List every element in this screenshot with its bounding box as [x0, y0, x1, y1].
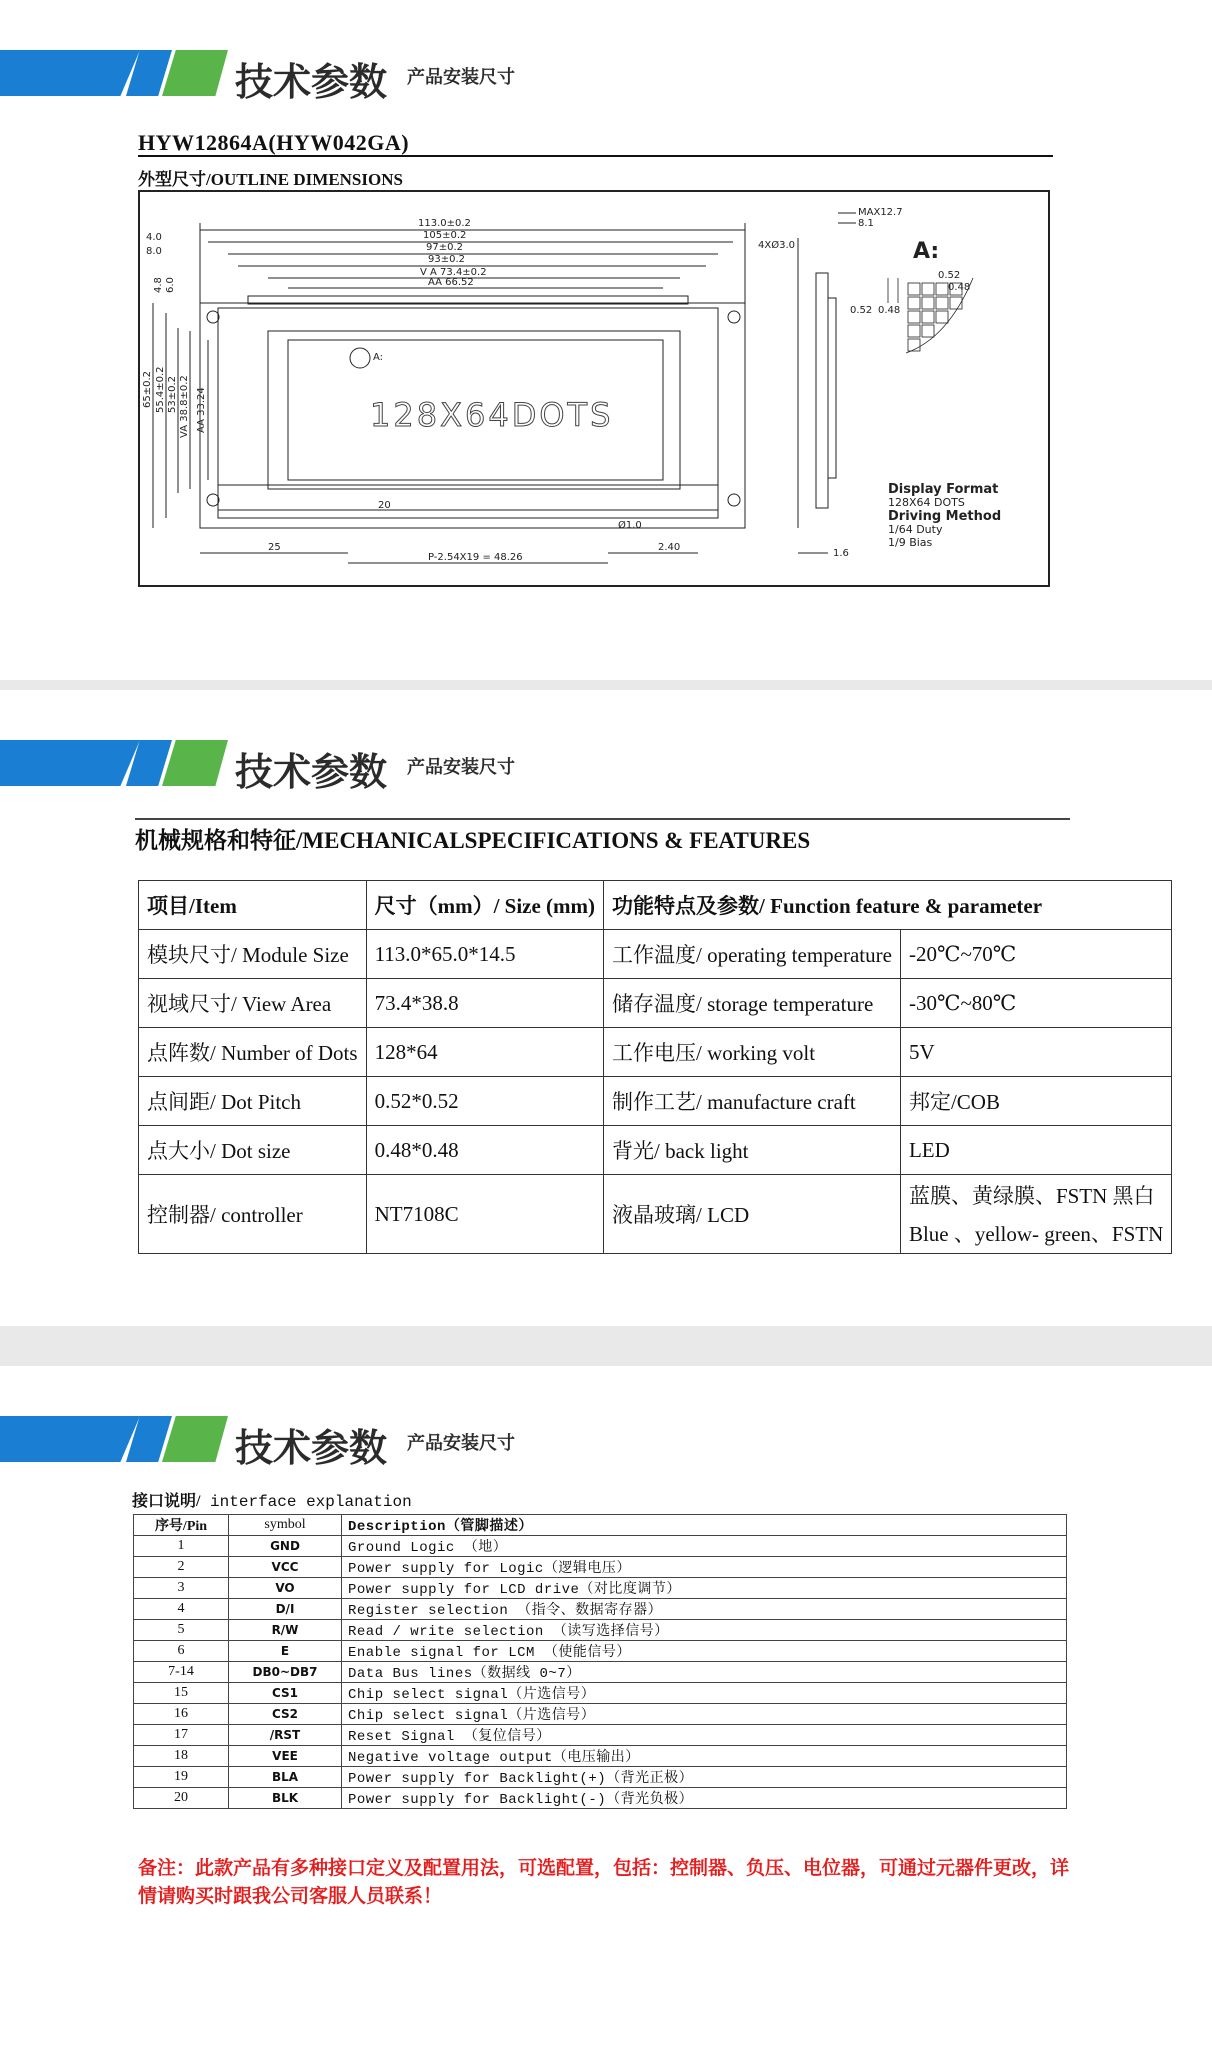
header-stripe	[0, 1416, 140, 1462]
pin-symbol: VCC	[229, 1557, 342, 1578]
table-row	[134, 1599, 1067, 1620]
table-cell: 0.52*0.52	[366, 1077, 603, 1126]
pin-description: Negative voltage output（电压输出）	[342, 1746, 1067, 1767]
table-row	[134, 1746, 1067, 1767]
pin-symbol: BLK	[229, 1788, 342, 1809]
dim-label: P-2.54X19 = 48.26	[428, 552, 523, 563]
spec-table	[138, 880, 1172, 1254]
pin-number: 1	[134, 1536, 229, 1557]
section-header	[0, 50, 620, 104]
table-row	[134, 1536, 1067, 1557]
dim-label: 105±0.2	[423, 230, 467, 241]
dim-label: 6.0	[165, 277, 176, 293]
pin-number: 5	[134, 1620, 229, 1641]
pin-number: 7-14	[134, 1662, 229, 1683]
dim-label: 0.52	[850, 305, 873, 316]
dim-label: 93±0.2	[428, 254, 466, 265]
pin-header	[393, 510, 608, 518]
table-cell: 点大小/ Dot size	[139, 1126, 367, 1175]
remark-note: 备注：此款产品有多种接口定义及配置用法，可选配置，包括：控制器、负压、电位器，可通过元器件更改，详情请购买时跟我公司客服人员联系！	[138, 1857, 1070, 1907]
table-cell: NT7108C	[366, 1175, 603, 1254]
mount-hole	[207, 494, 219, 506]
table-header: 尺寸（mm）/ Size (mm)	[366, 881, 603, 930]
pin-number: 16	[134, 1704, 229, 1725]
table-cell: 128*64	[366, 1028, 603, 1077]
pin-description: Chip select signal（片选信号）	[342, 1704, 1067, 1725]
table-cell: 制作工艺/ manufacture craft	[604, 1077, 901, 1126]
mechanical-panel	[0, 690, 1212, 1326]
table-cell: 点间距/ Dot Pitch	[139, 1077, 367, 1126]
pin-description: Data Bus lines（数据线 0~7）	[342, 1662, 1067, 1683]
section-subtitle: 产品安装尺寸	[407, 1433, 515, 1454]
dim-label: 8.1	[858, 218, 874, 229]
pin-symbol: BLA	[229, 1767, 342, 1788]
dim-label: 2.40	[658, 542, 681, 553]
table-cell: LED	[900, 1126, 1171, 1175]
pin-description: Enable signal for LCM （使能信号）	[342, 1641, 1067, 1662]
table-cell: 5V	[900, 1028, 1171, 1077]
interface-title-en: interface explanation	[200, 1493, 412, 1511]
pin-number: 18	[134, 1746, 229, 1767]
dim-label: Ø1.0	[618, 520, 642, 531]
param-line: Blue 、yellow- green、FSTN	[908, 1222, 1164, 1246]
format-title: Display Format	[888, 482, 999, 497]
section-subtitle: 产品安装尺寸	[407, 757, 515, 778]
pin-symbol: R/W	[229, 1620, 342, 1641]
dim-label: 4.8	[153, 277, 164, 293]
pin-symbol: CS1	[229, 1683, 342, 1704]
dim-label: 0.48	[878, 305, 901, 316]
pin-symbol: DB0~DB7	[229, 1662, 342, 1683]
dim-label: VA 38.8±0.2	[179, 375, 190, 438]
dim-label: 113.0±0.2	[418, 218, 471, 229]
param-line: 蓝膜、黄绿膜、FSTN 黑白	[908, 1184, 1155, 1208]
duty: 1/64 Duty	[888, 523, 943, 536]
table-header: symbol	[229, 1515, 342, 1536]
pin-symbol: VEE	[229, 1746, 342, 1767]
pin-number: 19	[134, 1767, 229, 1788]
dim-label: V A 73.4±0.2	[420, 267, 487, 278]
table-cell: 储存温度/ storage temperature	[604, 979, 901, 1028]
bias: 1/9 Bias	[888, 536, 933, 549]
pin-number: 3	[134, 1578, 229, 1599]
pin-symbol: /RST	[229, 1725, 342, 1746]
pin-symbol: CS2	[229, 1704, 342, 1725]
table-row	[139, 1175, 1172, 1254]
outline-panel	[0, 0, 1212, 680]
interface-title	[132, 1488, 412, 1511]
model-number: HYW12864A(HYW042GA)	[138, 130, 410, 155]
pin-description: Read / write selection （读写选择信号）	[342, 1620, 1067, 1641]
table-row	[134, 1788, 1067, 1809]
pin-number: 20	[134, 1788, 229, 1809]
table-header: 功能特点及参数/ Function feature & parameter	[604, 881, 1172, 930]
dim-label: 65±0.2	[142, 370, 153, 408]
dim-label: AA 33.24	[196, 387, 207, 433]
pin-description: Power supply for Backlight(+)（背光正极）	[342, 1767, 1067, 1788]
pin-description: Chip select signal（片选信号）	[342, 1683, 1067, 1704]
table-row	[134, 1725, 1067, 1746]
pin-number: 4	[134, 1599, 229, 1620]
section-subtitle: 产品安装尺寸	[407, 67, 515, 88]
mount-hole	[207, 311, 219, 323]
pin-symbol: E	[229, 1641, 342, 1662]
table-header: 项目/Item	[139, 881, 367, 930]
table-cell: -20℃~70℃	[900, 930, 1171, 979]
pin-description: Reset Signal （复位信号）	[342, 1725, 1067, 1746]
section-header	[0, 1416, 620, 1470]
detail-label: A:	[913, 239, 940, 264]
table-row	[134, 1662, 1067, 1683]
table-row	[139, 1077, 1172, 1126]
pin-symbol: GND	[229, 1536, 342, 1557]
pin-number: 17	[134, 1725, 229, 1746]
table-row	[139, 979, 1172, 1028]
pin-symbol: VO	[229, 1578, 342, 1599]
dim-label: 20	[378, 500, 391, 511]
table-cell: 视域尺寸/ View Area	[139, 979, 367, 1028]
dim-label: AA 66.52	[428, 277, 474, 288]
table-row	[134, 1557, 1067, 1578]
table-row	[134, 1641, 1067, 1662]
dim-label: 4.0	[146, 232, 162, 243]
side-view	[816, 273, 828, 508]
dim-label: MAX12.7	[858, 207, 903, 218]
dim-label: 4XØ3.0	[758, 240, 795, 251]
divider	[135, 818, 1070, 820]
interface-panel	[0, 1366, 1212, 2049]
pin-description: Power supply for LCD drive（对比度调节）	[342, 1578, 1067, 1599]
pin-symbol: D/I	[229, 1599, 342, 1620]
table-header-row	[134, 1515, 1067, 1536]
section-title: 技术参数	[235, 1426, 388, 1470]
dim-label: A:	[373, 352, 384, 363]
section-title: 技术参数	[235, 60, 388, 104]
table-row	[134, 1578, 1067, 1599]
screen-text: 128X64DOTS	[370, 396, 614, 434]
dim-label: 97±0.2	[426, 242, 464, 253]
table-header-row	[139, 881, 1172, 930]
pin-table	[133, 1514, 1067, 1809]
pin-number: 6	[134, 1641, 229, 1662]
table-row	[134, 1704, 1067, 1725]
table-header: 序号/Pin	[134, 1515, 229, 1536]
table-row	[134, 1767, 1067, 1788]
divider	[138, 155, 1053, 157]
pin-number: 15	[134, 1683, 229, 1704]
driving-title: Driving Method	[888, 509, 1002, 524]
table-row	[139, 1126, 1172, 1175]
outline-drawing	[138, 188, 1053, 598]
table-header: Description（管脚描述）	[342, 1515, 1067, 1536]
dim-label: 0.52	[938, 270, 961, 281]
table-cell: 控制器/ controller	[139, 1175, 367, 1254]
table-cell: -30℃~80℃	[900, 979, 1171, 1028]
section-title: 技术参数	[235, 750, 388, 794]
interface-title-cn: 接口说明/	[132, 1493, 201, 1510]
pin-description: Power supply for Backlight(-)（背光负极）	[342, 1788, 1067, 1809]
dim-label: 8.0	[146, 246, 162, 257]
dim-label: 1.6	[833, 548, 849, 559]
table-cell: 邦定/COB	[900, 1077, 1171, 1126]
section-header	[0, 740, 620, 794]
mount-hole	[728, 494, 740, 506]
dim-label: 55.4±0.2	[155, 366, 166, 413]
format-value: 128X64 DOTS	[888, 496, 965, 509]
table-row	[139, 1028, 1172, 1077]
table-row	[139, 930, 1172, 979]
table-cell: 工作温度/ operating temperature	[604, 930, 901, 979]
table-cell	[900, 1175, 1171, 1254]
pin-number: 2	[134, 1557, 229, 1578]
dim-label: 53±0.2	[167, 375, 178, 413]
table-cell: 73.4*38.8	[366, 979, 603, 1028]
table-cell: 0.48*0.48	[366, 1126, 603, 1175]
table-cell: 点阵数/ Number of Dots	[139, 1028, 367, 1077]
header-stripe	[0, 740, 140, 786]
table-cell: 背光/ back light	[604, 1126, 901, 1175]
mount-hole	[728, 311, 740, 323]
table-row	[134, 1620, 1067, 1641]
pin-description: Ground Logic （地）	[342, 1536, 1067, 1557]
pin-description: Power supply for Logic（逻辑电压）	[342, 1557, 1067, 1578]
mechanical-title: 机械规格和特征/MECHANICALSPECIFICATIONS & FEATURES	[135, 828, 811, 853]
table-row	[134, 1683, 1067, 1704]
table-cell: 液晶玻璃/ LCD	[604, 1175, 901, 1254]
pin-description: Register selection （指令、数据寄存器）	[342, 1599, 1067, 1620]
table-cell: 工作电压/ working volt	[604, 1028, 901, 1077]
dim-label: 0.48	[948, 282, 971, 293]
header-stripe	[0, 50, 140, 96]
outline-title: 外型尺寸/OUTLINE DIMENSIONS	[138, 170, 403, 189]
table-cell: 模块尺寸/ Module Size	[139, 930, 367, 979]
table-cell: 113.0*65.0*14.5	[366, 930, 603, 979]
dim-label: 25	[268, 542, 281, 553]
detail-marker	[350, 348, 370, 368]
